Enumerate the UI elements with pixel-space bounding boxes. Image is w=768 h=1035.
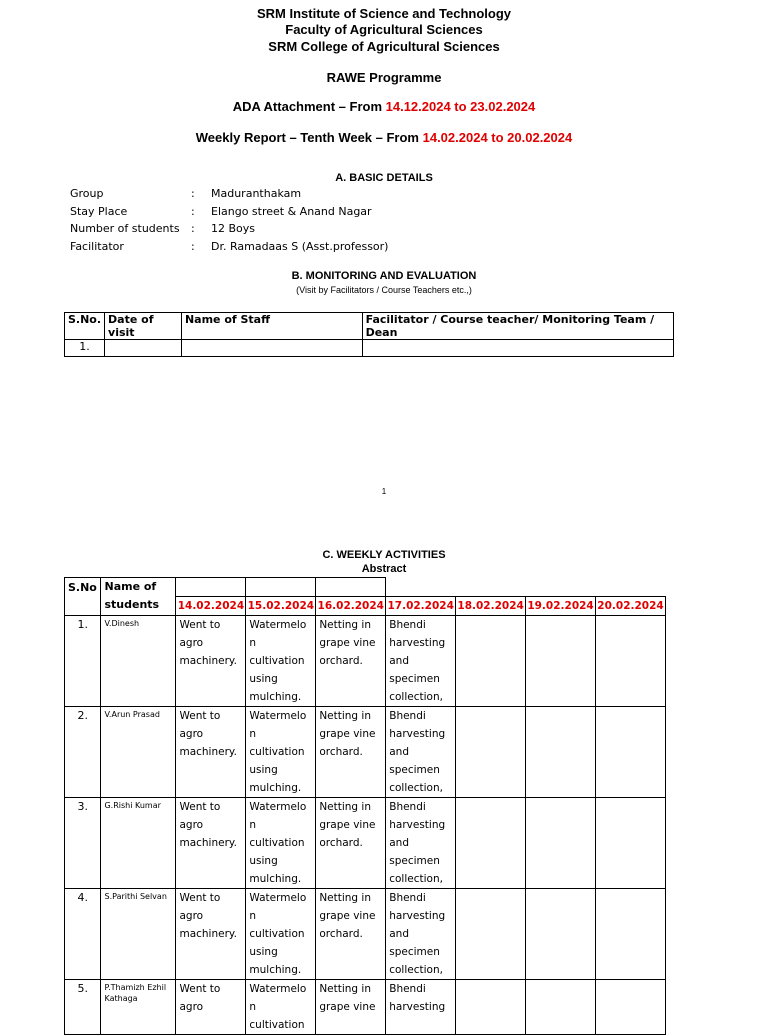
header-blank bbox=[386, 578, 456, 597]
basic-value: 12 Boys bbox=[211, 222, 256, 235]
header-blank bbox=[456, 578, 526, 597]
header-name-of-staff: Name of Staff bbox=[181, 313, 362, 340]
activity-cell bbox=[596, 797, 666, 888]
basic-details-title: A. BASIC DETAILS bbox=[335, 172, 433, 184]
header-blank bbox=[316, 578, 386, 597]
activity-cell: Netting in grape vine orchard. bbox=[316, 888, 386, 979]
activity-cell bbox=[456, 615, 526, 706]
weekly-prefix: Weekly Report – Tenth Week – From bbox=[195, 130, 423, 145]
monitoring-subtitle: (Visit by Facilitators / Course Teachers etc.,) bbox=[296, 285, 472, 295]
activity-cell bbox=[526, 979, 596, 1034]
student-name: V.Dinesh bbox=[101, 615, 176, 706]
activity-cell: Netting in grape vine orchard. bbox=[316, 797, 386, 888]
weekly-report-line bbox=[0, 130, 768, 147]
date-header: 16.02.2024 bbox=[316, 596, 386, 615]
table-row bbox=[65, 979, 666, 1034]
activity-cell: Netting in grape vine bbox=[316, 979, 386, 1034]
weekly-activities-subtitle: Abstract bbox=[361, 563, 407, 575]
weekly-activities-table bbox=[64, 577, 666, 1035]
basic-colon: : bbox=[191, 222, 195, 235]
header-blank bbox=[246, 578, 316, 597]
activity-cell: Bhendi harvesting and specimen collection, bbox=[386, 615, 456, 706]
date-header: 20.02.2024 bbox=[596, 596, 666, 615]
table-row bbox=[65, 888, 666, 979]
page-number: 1 bbox=[381, 487, 387, 496]
activity-cell: Went to agro machinery. bbox=[176, 888, 246, 979]
attachment-dates: 14.12.2024 to 23.02.2024 bbox=[385, 99, 536, 114]
activity-cell: Went to agro machinery. bbox=[176, 797, 246, 888]
table-row bbox=[65, 797, 666, 888]
header-sno: S.No bbox=[65, 578, 101, 616]
header-blank bbox=[176, 578, 246, 597]
faculty-name: Faculty of Agricultural Sciences bbox=[285, 22, 483, 37]
student-name: V.Arun Prasad bbox=[101, 706, 176, 797]
header-blank bbox=[526, 578, 596, 597]
cell-date bbox=[105, 340, 182, 357]
header-name-line1: Name of bbox=[101, 578, 176, 597]
cell-facilitator bbox=[362, 340, 673, 357]
activity-cell: Watermelo n cultivation using mulching. bbox=[246, 797, 316, 888]
row-sno: 1. bbox=[65, 615, 101, 706]
student-name: S.Parithi Selvan bbox=[101, 888, 176, 979]
header-date-of-visit: Date of visit bbox=[105, 313, 182, 340]
activity-cell bbox=[526, 888, 596, 979]
table-row bbox=[65, 706, 666, 797]
row-sno: 4. bbox=[65, 888, 101, 979]
monitoring-title: B. MONITORING AND EVALUATION bbox=[291, 270, 477, 282]
table-row bbox=[65, 615, 666, 706]
basic-value: Elango street & Anand Nagar bbox=[211, 204, 372, 218]
date-header: 15.02.2024 bbox=[246, 596, 316, 615]
weekly-dates: 14.02.2024 to 20.02.2024 bbox=[422, 130, 573, 145]
activity-cell: Bhendi harvesting and specimen collection, bbox=[386, 797, 456, 888]
cell-sno: 1. bbox=[65, 340, 105, 357]
activity-cell: Netting in grape vine orchard. bbox=[316, 615, 386, 706]
basic-value: Dr. Ramadaas S (Asst.professor) bbox=[211, 239, 389, 253]
college-name: SRM College of Agricultural Sciences bbox=[268, 39, 500, 54]
activity-cell bbox=[526, 615, 596, 706]
attachment-line bbox=[0, 99, 768, 116]
basic-label: Number of students bbox=[70, 222, 180, 235]
cell-staff bbox=[181, 340, 362, 357]
date-header: 17.02.2024 bbox=[386, 596, 456, 615]
monitoring-table bbox=[64, 312, 674, 357]
table-date-row bbox=[65, 596, 666, 615]
basic-colon: : bbox=[191, 204, 195, 218]
activity-cell: Netting in grape vine orchard. bbox=[316, 706, 386, 797]
activity-cell: Watermelo n cultivation using mulching. bbox=[246, 615, 316, 706]
activity-cell bbox=[456, 797, 526, 888]
activity-cell bbox=[596, 706, 666, 797]
basic-label: Group bbox=[70, 187, 104, 200]
activity-cell: Watermelo n cultivation bbox=[246, 979, 316, 1034]
activity-cell bbox=[526, 797, 596, 888]
row-sno: 3. bbox=[65, 797, 101, 888]
student-name: P.Thamizh Ezhil Kathaga bbox=[101, 979, 176, 1034]
basic-label: Stay Place bbox=[70, 204, 128, 218]
row-sno: 2. bbox=[65, 706, 101, 797]
header-name-line2: students bbox=[101, 596, 176, 615]
basic-label: Facilitator bbox=[70, 239, 124, 253]
institute-name: SRM Institute of Science and Technology bbox=[256, 6, 511, 21]
activity-cell: Went to agro machinery. bbox=[176, 706, 246, 797]
activity-cell bbox=[456, 706, 526, 797]
attachment-prefix: ADA Attachment – From bbox=[232, 99, 386, 114]
activity-cell: Watermelo n cultivation using mulching. bbox=[246, 706, 316, 797]
date-header: 14.02.2024 bbox=[176, 596, 246, 615]
activity-cell: Went to agro machinery. bbox=[176, 615, 246, 706]
basic-colon: : bbox=[191, 239, 195, 253]
activity-cell bbox=[596, 979, 666, 1034]
date-header: 19.02.2024 bbox=[526, 596, 596, 615]
programme-title: RAWE Programme bbox=[326, 70, 442, 85]
header-sno: S.No. bbox=[65, 313, 105, 340]
activity-cell: Bhendi harvesting bbox=[386, 979, 456, 1034]
table-header-row bbox=[65, 313, 674, 340]
date-header: 18.02.2024 bbox=[456, 596, 526, 615]
activity-cell bbox=[596, 615, 666, 706]
header-blank bbox=[596, 578, 666, 597]
activity-cell bbox=[526, 706, 596, 797]
activity-cell: Bhendi harvesting and specimen collection, bbox=[386, 706, 456, 797]
table-row bbox=[65, 340, 674, 357]
weekly-activities-title: C. WEEKLY ACTIVITIES bbox=[322, 549, 446, 561]
basic-details bbox=[70, 185, 470, 257]
activity-cell bbox=[456, 888, 526, 979]
activity-cell: Watermelo n cultivation using mulching. bbox=[246, 888, 316, 979]
activity-cell: Bhendi harvesting and specimen collection, bbox=[386, 888, 456, 979]
student-name: G.Rishi Kumar bbox=[101, 797, 176, 888]
row-sno: 5. bbox=[65, 979, 101, 1034]
activity-cell: Went to agro bbox=[176, 979, 246, 1034]
header-facilitator: Facilitator / Course teacher/ Monitoring Team / Dean bbox=[362, 313, 673, 340]
activity-cell bbox=[596, 888, 666, 979]
table-header-row bbox=[65, 578, 666, 597]
basic-colon: : bbox=[191, 187, 195, 200]
basic-value: Maduranthakam bbox=[211, 187, 302, 200]
activity-cell bbox=[456, 979, 526, 1034]
